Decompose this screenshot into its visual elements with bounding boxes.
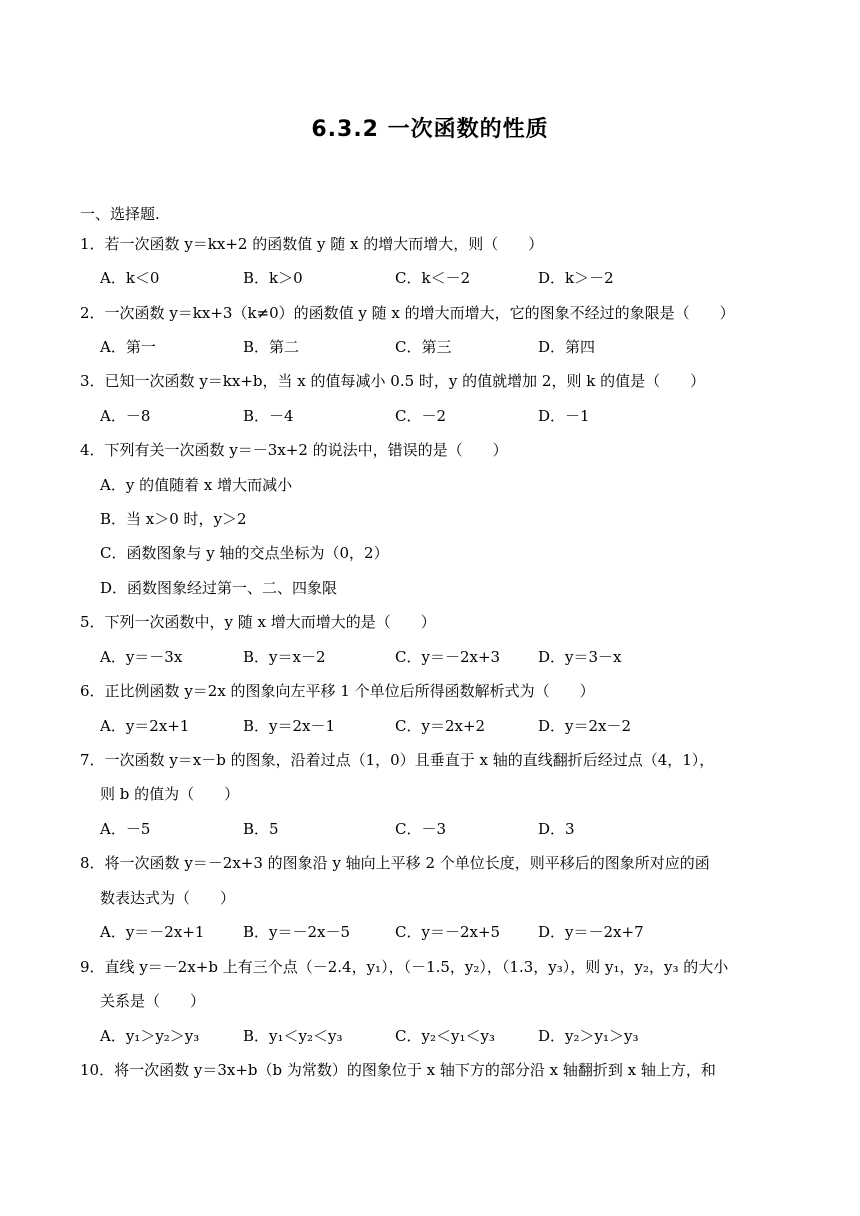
option-d: D．k＞－2 <box>538 269 614 287</box>
option-b: B．当 x＞0 时，y＞2 <box>100 510 247 528</box>
page-title: 6.3.2 一次函数的性质 <box>311 117 549 142</box>
question-6 <box>80 681 595 701</box>
option-b: B．第二 <box>243 338 300 356</box>
option-c: C．y₂＜y₁＜y₃ <box>395 1027 495 1045</box>
option-c: C．第三 <box>395 338 452 356</box>
option-b: B．y＝2x－1 <box>243 717 336 735</box>
question-7-continuation: 则 b 的值为（ ） <box>100 785 240 803</box>
question-text: 将一次函数 y＝3x+b（b 为常数）的图象位于 x 轴下方的部分沿 x 轴翻折到 x 轴上方，和 <box>114 1061 716 1079</box>
option-a: A．－8 <box>100 407 151 425</box>
option-a: A．k＜0 <box>100 269 160 287</box>
option-c: C．y＝2x+2 <box>395 717 486 735</box>
option-a: A．y＝－3x <box>100 648 183 666</box>
option-c: C．－3 <box>395 820 447 838</box>
question-9 <box>80 957 728 977</box>
question-4 <box>80 440 508 460</box>
option-b: B．－4 <box>243 407 294 425</box>
option-c: C．y＝－2x+3 <box>395 648 501 666</box>
question-text: 一次函数 y＝kx+3（k≠0）的函数值 y 随 x 的增大而增大，它的图象不经过的象限是（ ） <box>104 304 735 322</box>
option-d: D．－1 <box>538 407 590 425</box>
option-d: D．y₂＞y₁＞y₃ <box>538 1027 639 1045</box>
option-b: B．y＝－2x－5 <box>243 923 351 941</box>
option-c: C．y＝－2x+5 <box>395 923 501 941</box>
question-text: 正比例函数 y＝2x 的图象向左平移 1 个单位后所得函数解析式为（ ） <box>104 682 595 700</box>
question-text: 下列一次函数中，y 随 x 增大而增大的是（ ） <box>104 613 436 631</box>
question-5 <box>80 612 436 632</box>
question-text: 若一次函数 y＝kx+2 的函数值 y 随 x 的增大而增大，则（ ） <box>104 235 544 253</box>
option-b: B．y₁＜y₂＜y₃ <box>243 1027 343 1045</box>
option-b: B．k＞0 <box>243 269 303 287</box>
option-a: A．y＝2x+1 <box>100 717 190 735</box>
question-number: 4． <box>80 441 105 459</box>
question-number: 5． <box>80 613 105 631</box>
question-text: 下列有关一次函数 y＝－3x+2 的说法中，错误的是（ ） <box>104 441 508 459</box>
question-number: 7． <box>80 751 105 769</box>
option-d: D．第四 <box>538 338 596 356</box>
option-d: D．y＝3－x <box>538 648 622 666</box>
question-2 <box>80 303 735 323</box>
option-a: A．y₁＞y₂＞y₃ <box>100 1027 200 1045</box>
option-c: C．k＜－2 <box>395 269 471 287</box>
option-c: C．－2 <box>395 407 447 425</box>
question-number: 1． <box>80 235 105 253</box>
question-7 <box>80 750 714 770</box>
question-8-continuation: 数表达式为（ ） <box>100 889 236 907</box>
option-d: D．y＝2x－2 <box>538 717 632 735</box>
question-8 <box>80 853 710 873</box>
option-a: A．y 的值随着 x 增大而减小 <box>100 476 293 494</box>
option-d: D．3 <box>538 820 575 838</box>
option-c: C．函数图象与 y 轴的交点坐标为（0，2） <box>100 544 389 562</box>
question-3 <box>80 371 705 391</box>
question-10 <box>80 1060 716 1080</box>
question-text: 已知一次函数 y＝kx+b，当 x 的值每减小 0.5 时，y 的值就增加 2，则 k 的值是（ ） <box>104 372 706 390</box>
option-a: A．y＝－2x+1 <box>100 923 205 941</box>
question-9-continuation: 关系是（ ） <box>100 992 206 1010</box>
question-number: 10． <box>80 1061 115 1079</box>
question-number: 2． <box>80 304 105 322</box>
question-1 <box>80 234 543 254</box>
question-text: 直线 y＝－2x+b 上有三个点（－2.4，y₁），（－1.5，y₂），（1.3，y₃），则 y₁，y₂，y₃ 的大小 <box>104 958 729 976</box>
option-b: B．5 <box>243 820 279 838</box>
option-a: A．－5 <box>100 820 151 838</box>
option-b: B．y＝x－2 <box>243 648 326 666</box>
question-text: 将一次函数 y＝－2x+3 的图象沿 y 轴向上平移 2 个单位长度，则平移后的图象所对应的函 <box>104 854 710 872</box>
question-number: 8． <box>80 854 105 872</box>
question-number: 6． <box>80 682 105 700</box>
option-d: D．函数图象经过第一、二、四象限 <box>100 579 338 597</box>
option-d: D．y＝－2x+7 <box>538 923 644 941</box>
section-heading: 一、选择题. <box>80 205 160 223</box>
question-number: 9． <box>80 958 105 976</box>
question-text: 一次函数 y＝x－b 的图象，沿着过点（1，0）且垂直于 x 轴的直线翻折后经过点（4，1）， <box>104 751 715 769</box>
option-a: A．第一 <box>100 338 156 356</box>
question-number: 3． <box>80 372 105 390</box>
